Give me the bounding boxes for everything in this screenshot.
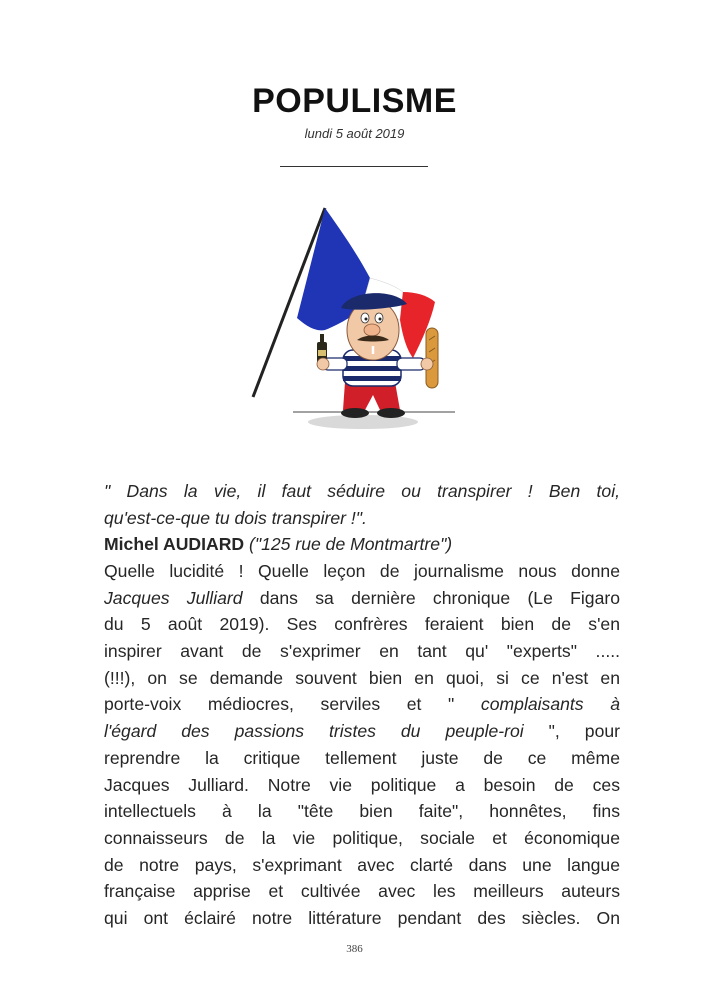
- quote-line-2: qu'est-ce-que tu dois transpirer !".: [104, 507, 367, 528]
- body-line: qui ont éclairé notre littérature pendant des siècles. On: [104, 907, 620, 928]
- quote-author: Michel AUDIARD: [104, 534, 245, 555]
- quote-line-1: " Dans la vie, il faut séduire ou transpirer ! Ben toi,: [104, 481, 620, 501]
- body-line: du 5 août 2019). Ses confrères feraient bien de s'en: [104, 614, 620, 635]
- body-line: inspirer avant de s'exprimer en tant qu' "experts" .....: [104, 641, 620, 662]
- quote-block: [104, 478, 620, 558]
- french-cartoon-man-with-flag-icon: [245, 200, 465, 435]
- page-date: lundi 5 août 2019: [304, 126, 405, 141]
- body-line: intellectuels à la "tête bien faite", honnêtes, fins: [104, 801, 620, 822]
- separator-rule: [280, 166, 428, 167]
- body-line: de notre pays, s'exprimant avec clarté dans une langue: [104, 854, 620, 875]
- body-line: connaisseurs de la vie politique, sociale et économique: [104, 827, 620, 848]
- body-line: Jacques Julliard. Notre vie politique a besoin de ces: [104, 774, 620, 795]
- body-line: française apprise et cultivée avec les meilleurs auteurs: [104, 881, 620, 902]
- body-line: Jacques Julliard dans sa dernière chronique (Le Figaro: [104, 587, 620, 608]
- body-line: porte-voix médiocres, serviles et " complaisants à: [104, 694, 620, 715]
- body-line: l'égard des passions tristes du peuple-roi ", pour: [104, 721, 620, 742]
- page-title: POPULISME: [252, 82, 457, 120]
- body-line: (!!!), on se demande souvent bien en quoi, si ce n'est en: [104, 667, 620, 688]
- body-line: reprendre la critique tellement juste de ce même: [104, 747, 620, 768]
- quote-attribution: [104, 531, 620, 558]
- quote-source: ("125 rue de Montmartre"): [249, 534, 453, 555]
- page-number: 386: [346, 943, 363, 955]
- body-paragraph: [104, 558, 620, 932]
- body-line: Quelle lucidité ! Quelle leçon de journalisme nous donne: [104, 561, 620, 581]
